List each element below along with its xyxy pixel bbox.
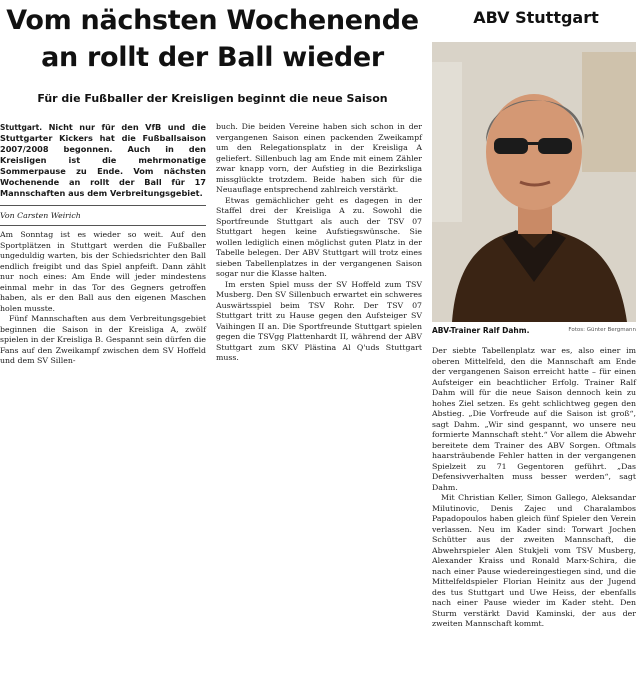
body-paragraph: Mit Christian Keller, Simon Gallego, Aleksandar Milutinovic, Denis Zajec und Charalambos Papadopoulos haben gleich fünf Spieler den Verein verlassen. Neu im Kader sind: Torwart Jochen Schütter aus der zweiten Mannschaft, die Abwehrspieler Alen Stukjeli vom TSV Musberg, Alexander Kraiss und Ronald Marx-Schira, die nach einer Pause wiedereingestiegen sind, und die Mittelfeldspieler Florian Heinitz aus der Jugend des tus Stuttgart und Uwe Heiss, der ebenfalls nach einer Pause wieder im Kader steht. Den Sturm verstärkt David Kaminski, der aus der zweiten Mannschaft kommt. — [432, 493, 636, 628]
trainer-photo — [432, 42, 636, 322]
section-title: ABV Stuttgart — [473, 8, 599, 27]
photo-caption — [432, 326, 636, 335]
column-3 — [432, 346, 636, 630]
column-1 — [0, 122, 206, 367]
lead-text: Nicht nur für den VfB und die Stuttgarter Kickers hat die Fußballsaison 2007/2008 begonnen. Auch in den Kreisligen ist die mehrmonatige Sommerpause zu Ende. Vom nächsten Wochenende an rollt der Ball für 17 Mannschaften aus dem Verbreitungsgebiet. — [0, 122, 206, 198]
subheadline: Für die Fußballer der Kreisligen beginnt die neue Saison — [37, 92, 388, 105]
author-byline: Von Carsten Weirich — [0, 211, 81, 220]
body-paragraph: Am Sonntag ist es wieder so weit. Auf den Sportplätzen in Stuttgart werden die Fußballer ungeduldig warten, bis der Schiedsrichter den Ball endlich freigibt und das Spiel anpfeift. Dann zählt nur noch eines: Am Ende will jeder mindestens einmal mehr in das Tor des Gegners getroffen haben, als er den Ball aus den eigenen Maschen holen musste. — [0, 230, 206, 313]
body-paragraph: Der siebte Tabellenplatz war es, also einer im oberen Mittelfeld, den die Mannschaft am Ende der vergangenen Saison erreicht hatte – für einen Aufsteiger ein beachtlicher Erfolg. Trainer Ralf Dahm will für die neue Saison dennoch kein zu hohes Ziel setzen. Es geht schlichtweg gegen den Abstieg. „Die Vorfreude auf die Saison ist groß“, sagt Dahm. „Wir sind gespannt, wo unsere neu formierte Mannschaft steht.“ Vor allem die Abwehr bereitete dem Trainer des ABV Sorgen. Oftmals haarsträubende Fehler hatten in der vergangenen Spielzeit zu 71 Gegentoren geführt. „Das Defensivverhalten muss besser werden“, sagt Dahm. — [432, 346, 636, 492]
headline-line-2: an rollt der Ball wieder — [41, 42, 384, 73]
headline-line-1: Vom nächsten Wochenende — [6, 5, 419, 36]
body-paragraph: buch. Die beiden Vereine haben sich schon in der vergangenen Saison einen packenden Zweikampf um den Relegationsplatz in der Kreisliga A geliefert. Sillenbuch lag am Ende mit einem Zähler zwar knapp vorn, der Aufstieg in die Bezirksliga missglückte trotzdem. Beide haben sich für die Neuauflage entsprechend zahlreich verstärkt. — [216, 122, 422, 194]
divider — [0, 225, 206, 226]
column-2 — [216, 122, 422, 364]
headline — [0, 2, 425, 76]
photo-credit: Fotos: Günter Bergmann — [568, 327, 636, 333]
portrait-illustration — [432, 42, 636, 322]
lead-place: Stuttgart. — [0, 123, 43, 132]
caption-text: ABV-Trainer Ralf Dahm. — [432, 326, 530, 335]
body-paragraph: Etwas gemächlicher geht es dagegen in der Staffel drei der Kreisliga A zu. Sowohl die Sportfreunde Stuttgart als auch der TSV 07 Stuttgart hegen keine Aufstiegswünsche. Sie wollen lediglich einen möglichst guten Platz in der Tabelle belegen. Der ABV Stuttgart will trotz eines sieben Tabellenplatzes in der vergangenen Saison sogar nur die Klasse halten. — [216, 195, 422, 278]
lead-paragraph — [0, 122, 206, 199]
divider — [0, 205, 206, 206]
body-paragraph: Im ersten Spiel muss der SV Hoffeld zum TSV Musberg. Den SV Sillenbuch erwartet ein schweres Auswärtsspiel beim TSV Rohr. Der TSV 07 Stuttgart tritt zu Hause gegen den Aufsteiger SV Vaihingen II an. Die Sportfreunde Stuttgart spielen gegen die TSVgg Plattenhardt II, während der ABV Stuttgart zum SKV Plästina Al Q'uds Stuttgart muss. — [216, 279, 422, 362]
body-paragraph: Fünf Mannschaften aus dem Verbreitungsgebiet beginnen die Saison in der Kreisliga A, zwölf spielen in der Kreisliga B. Gespannt sein dürfen die Fans auf den Zweikampf zwischen dem SV Hoffeld und dem SV Sillen- — [0, 314, 206, 365]
